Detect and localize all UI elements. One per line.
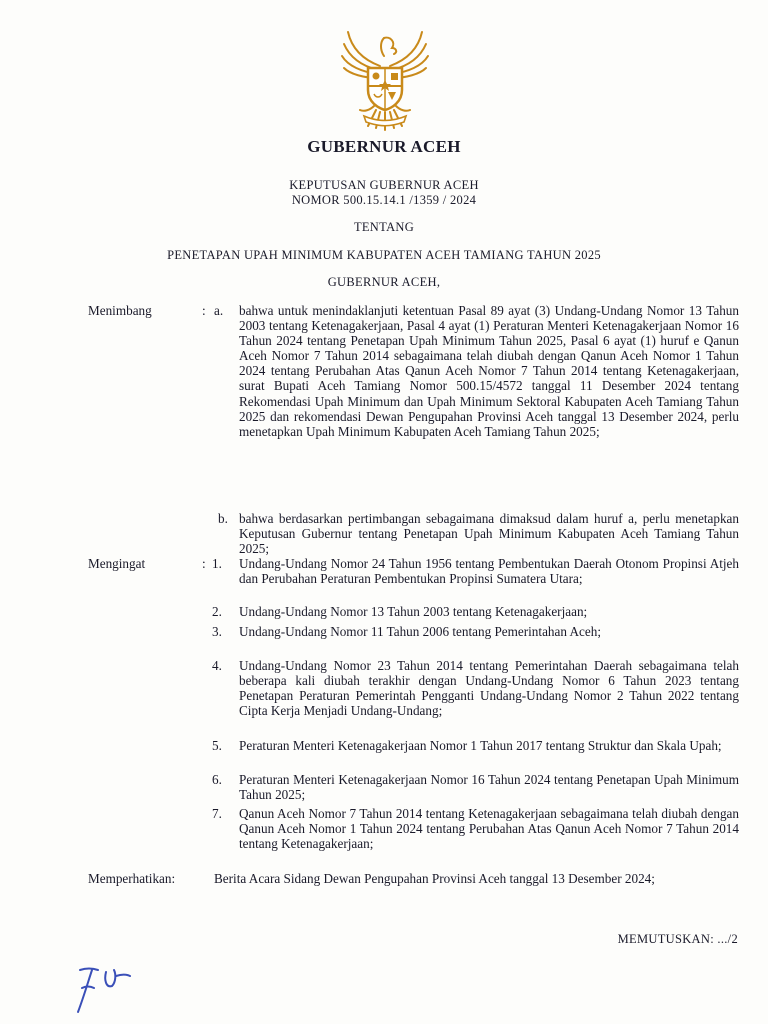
mengingat-item-7: Qanun Aceh Nomor 7 Tahun 2014 tentang Ketenagakerjaan sebagaimana telah diubah dengan Qanun Aceh Nomor 1 Tahun 2024 tentang Perubahan Atas Qanun Aceh Nomor 7 Tahun 2014 tentang Ketenagakerjaan;	[239, 806, 739, 852]
mengingat-item-4: Undang-Undang Nomor 23 Tahun 2014 tentang Pemerintahan Daerah sebagaimana telah beberapa kali diubah terakhir dengan Undang-Undang Nomor 6 Tahun 2023 tentang Penetapan Peraturan Pemerintah Pengganti Undang-Undang Nomor 2 Tahun 2022 tentang Cipta Kerja Menjadi Undang-Undang;	[239, 658, 739, 719]
mengingat-item-1: Undang-Undang Nomor 24 Tahun 1956 tentang Pembentukan Daerah Otonom Propinsi Atjeh dan Perubahan Peraturan Pembentukan Propinsi Sumatera Utara;	[239, 556, 739, 587]
mengingat-item-5: Peraturan Menteri Ketenagakerjaan Nomor 1 Tahun 2017 tentang Struktur dan Skala Upah;	[239, 738, 722, 753]
handwritten-initials-icon	[72, 960, 162, 1020]
menimbang-colon: :	[202, 303, 206, 318]
mengingat-item-6: Peraturan Menteri Ketenagakerjaan Nomor 16 Tahun 2024 tentang Penetapan Upah Minimum Tahun 2025;	[239, 772, 739, 803]
decision-subject: PENETAPAN UPAH MINIMUM KABUPATEN ACEH TAMIANG TAHUN 2025	[167, 248, 601, 262]
menimbang-item-a: bahwa untuk menindaklanjuti ketentuan Pasal 89 ayat (3) Undang-Undang Nomor 13 Tahun 2003 tentang Ketenagakerjaan, Pasal 4 ayat (1) Peraturan Menteri Ketenagakerjaan Nomor 16 Tahun 2024 tentang Penetapan Upah Minimum Tahun 2025, Pasal 6 ayat (1) huruf e Qanun Aceh Nomor 7 Tahun 2014 sebagaimana telah diubah dengan Qanun Aceh Nomor 1 Tahun 2024 tentang Perubahan Atas Qanun Aceh Nomor 7 Tahun 2014 tentang Ketenagakerjaan, surat Bupati Aceh Tamiang Nomor 500.15/4572 tanggal 11 Desember 2024 tentang Rekomendasi Upah Minimum dan Upah Minimum Sektoral Kabupaten Aceh Tamiang Tahun 2025 dan rekomendasi Dewan Pengupahan Provinsi Aceh tanggal 13 Desember 2024, perlu menetapkan Upah Minimum Kabupaten Aceh Tamiang Tahun 2025;	[239, 303, 739, 439]
tentang-heading: TENTANG	[353, 220, 415, 234]
mengingat-item-2: Undang-Undang Nomor 13 Tahun 2003 tentang Ketenagakerjaan;	[239, 604, 588, 619]
mengingat-marker-2: 2.	[212, 604, 222, 619]
continuation-note: MEMUTUSKAN: .../2	[617, 932, 738, 946]
mengingat-item-3: Undang-Undang Nomor 11 Tahun 2006 tentang Pemerintahan Aceh;	[239, 624, 602, 639]
mengingat-colon: :	[202, 556, 206, 571]
memperhatikan-text: Berita Acara Sidang Dewan Pengupahan Provinsi Aceh tanggal 13 Desember 2024;	[214, 871, 655, 886]
mengingat-marker-1: 1.	[212, 556, 222, 571]
garuda-emblem-icon	[334, 26, 436, 132]
mengingat-marker-4: 4.	[212, 658, 222, 673]
menimbang-item-b: bahwa berdasarkan pertimbangan sebagaimana dimaksud dalam huruf a, perlu menetapkan Keputusan Gubernur tentang Penetapan Upah Minimum Kabupaten Aceh Tamiang Tahun 2025;	[239, 511, 739, 557]
mengingat-marker-3: 3.	[212, 624, 222, 639]
memperhatikan-label: Memperhatikan:	[88, 871, 176, 886]
mengingat-marker-7: 7.	[212, 806, 222, 821]
mengingat-marker-5: 5.	[212, 738, 222, 753]
issuer-title: GUBERNUR ACEH	[307, 137, 461, 156]
menimbang-marker-a: a.	[214, 303, 224, 318]
mengingat-marker-6: 6.	[212, 772, 222, 787]
mengingat-label: Mengingat	[88, 556, 146, 571]
menimbang-label: Menimbang	[88, 303, 152, 318]
menimbang-marker-b: b.	[218, 511, 228, 526]
authority-line: GUBERNUR ACEH,	[327, 275, 441, 289]
decision-number: NOMOR 500.15.14.1 /1359 / 2024	[291, 193, 477, 207]
decision-title: KEPUTUSAN GUBERNUR ACEH	[289, 178, 479, 192]
